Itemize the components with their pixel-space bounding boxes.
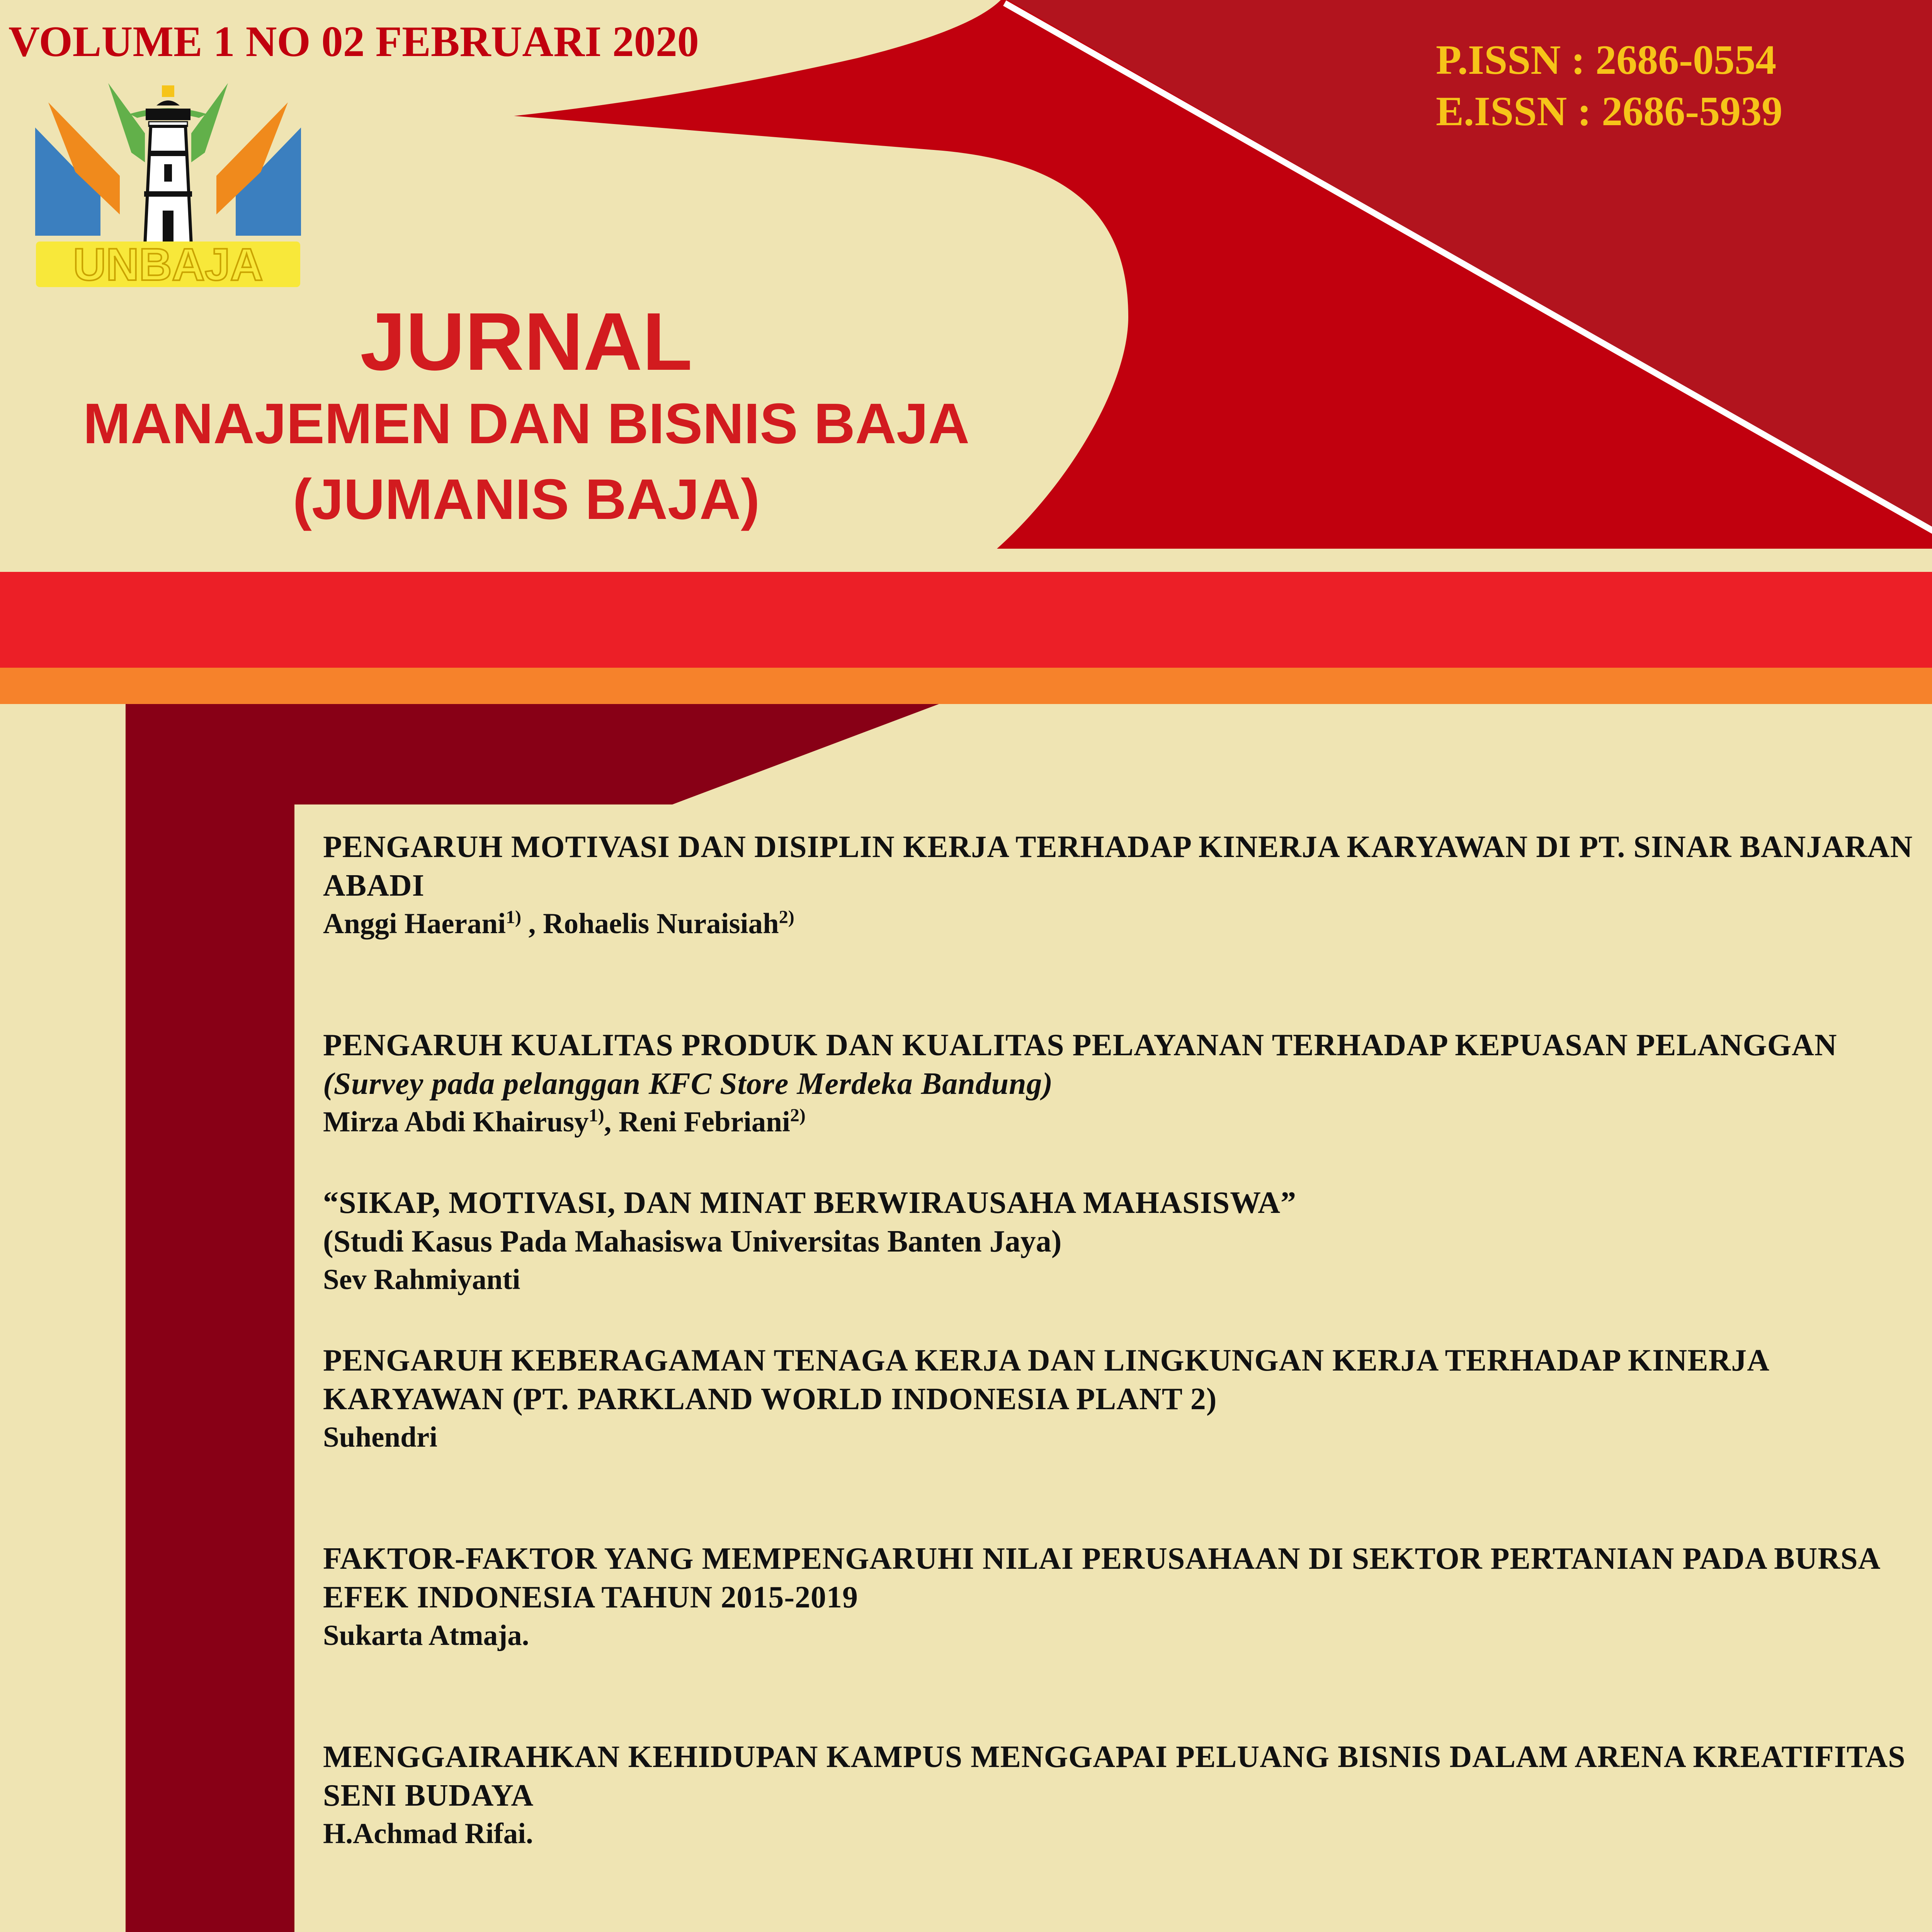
- p-issn-text: P.ISSN : 2686-0554: [1436, 37, 1777, 83]
- article-item: [323, 828, 1932, 943]
- article-item: [323, 1026, 1932, 1141]
- article-item: [323, 1341, 1932, 1456]
- e-issn-text: E.ISSN : 2686-5939: [1436, 88, 1783, 134]
- article-title: PENGARUH KUALITAS PRODUK DAN KUALITAS PELAYANAN TERHADAP KEPUASAN PELANGGAN (Survey pada pelanggan KFC Store Merdeka Bandung): [323, 1028, 1837, 1101]
- article-title: PENGARUH MOTIVASI DAN DISIPLIN KERJA TERHADAP KINERJA KARYAWAN DI PT. SINAR BANJARAN ABADI: [323, 830, 1913, 903]
- article-item: [323, 1539, 1932, 1655]
- orange-band: [0, 668, 1932, 704]
- article-authors: Sev Rahmiyanti: [323, 1264, 520, 1296]
- article-authors: H.Achmad Rifai.: [323, 1818, 533, 1850]
- article-authors: Mirza Abdi Khairusy$^{1)}$, Reni Febriani$^{2)}$: [323, 1105, 806, 1138]
- article-authors: Sukarta Atmaja.: [323, 1619, 529, 1651]
- article-item: [323, 1184, 1932, 1299]
- journal-title-line2: MANAJEMEN DAN BISNIS BAJA: [83, 392, 970, 456]
- article-item: [323, 1738, 1932, 1853]
- unbaja-logo: [33, 75, 303, 292]
- volume-text: VOLUME 1 NO 02 FEBRUARI 2020: [9, 18, 699, 66]
- article-authors: Anggi Haerani$^{1)}$ , Rohaelis Nuraisiah$^{2)}$: [323, 907, 794, 940]
- article-list: [323, 828, 1932, 1932]
- journal-title-line3: (JUMANIS BAJA): [293, 468, 760, 531]
- journal-title-line1: JURNAL: [360, 296, 692, 387]
- article-title: FAKTOR-FAKTOR YANG MEMPENGARUHI NILAI PERUSAHAAN DI SEKTOR PERTANIAN PADA BURSA EFEK INDONESIA TAHUN 2015-2019: [323, 1542, 1879, 1614]
- article-title: “SIKAP, MOTIVASI, DAN MINAT BERWIRAUSAHA MAHASISWA”: [323, 1186, 1297, 1220]
- logo-text: UNBAJA: [73, 239, 263, 290]
- article-title: PENGARUH KEBERAGAMAN TENAGA KERJA DAN LINGKUNGAN KERJA TERHADAP KINERJA KARYAWAN (PT. PARKLAND WORLD INDONESIA PLANT 2): [323, 1344, 1768, 1416]
- article-note: (Studi Kasus Pada Mahasiswa Universitas Banten Jaya): [323, 1225, 1062, 1259]
- article-authors: Suhendri: [323, 1421, 437, 1453]
- bright-red-band: [0, 572, 1932, 668]
- article-title: MENGGAIRAHKAN KEHIDUPAN KAMPUS MENGGAPAI PELUANG BISNIS DALAM ARENA KREATIFITAS SENI BUDAYA: [323, 1740, 1906, 1813]
